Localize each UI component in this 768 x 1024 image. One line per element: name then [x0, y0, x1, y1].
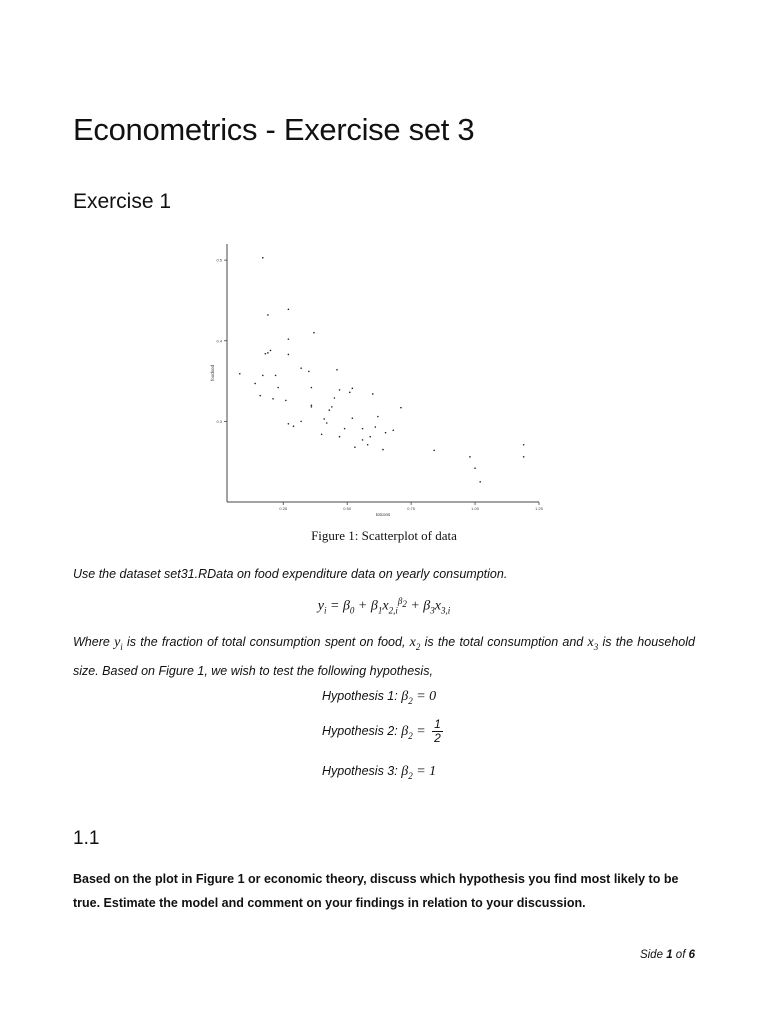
model-equation: $y_i = \beta_0 + \beta_1x_{2,i}^{\beta_2} + \beta_3x_{3,i}$: [317, 596, 451, 616]
scatter-point-25: [349, 392, 351, 394]
x-axis-label: totcons: [375, 512, 391, 517]
scatter-point-39: [344, 428, 346, 430]
scatter-point-20: [372, 393, 374, 395]
scatter-point-7: [288, 354, 290, 356]
scatter-point-12: [300, 367, 302, 369]
scatter-point-16: [277, 387, 279, 389]
scatter-point-9: [239, 373, 241, 375]
scatter-point-10: [262, 375, 264, 377]
scatter-point-51: [469, 456, 471, 458]
intro-paragraph: Use the dataset set31.RData on food expenditure data on yearly consumption.: [73, 567, 508, 581]
x-tick-label-4: 1.25: [535, 506, 543, 511]
scatter-point-44: [339, 436, 341, 438]
scatter-point-35: [326, 422, 328, 424]
scatter-point-1: [267, 314, 269, 316]
y-tick-label-1: 0.4: [216, 338, 222, 344]
scatter-point-30: [400, 407, 402, 409]
scatter-point-18: [339, 389, 341, 391]
scatter-point-15: [254, 383, 256, 385]
figure-caption: Figure 1: Scatterplot of data: [311, 528, 457, 543]
scatter-point-8: [265, 353, 267, 355]
page-footer: Side 1 of 6: [639, 949, 695, 961]
scatter-point-46: [362, 439, 364, 441]
scatter-point-13: [308, 371, 310, 373]
scatter-point-34: [300, 421, 302, 423]
section-heading: Exercise 1: [73, 190, 172, 213]
scatter-point-43: [321, 433, 323, 435]
scatter-point-32: [352, 417, 354, 419]
scatter-point-29: [311, 406, 313, 408]
scatter-point-41: [392, 429, 394, 431]
x-tick-label-2: 0.75: [407, 506, 416, 511]
x-tick-label-0: 0.25: [279, 506, 288, 511]
hypothesis-3: Hypothesis 3: $\beta_2 = 1$: [322, 764, 437, 781]
y-tick-label-0: 0.3: [216, 418, 222, 424]
scatter-point-50: [433, 450, 435, 452]
x-tick-label-1: 0.50: [343, 506, 352, 511]
scatter-point-31: [323, 418, 325, 420]
scatter-point-26: [311, 404, 313, 406]
scatter-point-5: [267, 352, 269, 354]
scatter-point-42: [385, 432, 387, 434]
document-title: Econometrics - Exercise set 3: [73, 112, 475, 147]
scatter-point-0: [262, 257, 264, 259]
scatter-point-52: [474, 467, 476, 469]
scatter-point-37: [293, 425, 295, 427]
x-tick-label-3: 1.00: [471, 506, 479, 511]
scatter-point-33: [377, 416, 379, 418]
hypothesis-2: Hypothesis 2: $\beta_2$ = $\frac{1}{2}$: [322, 717, 441, 745]
y-tick-label-2: 0.5: [216, 257, 222, 263]
scatterplot-chart: [200, 238, 550, 523]
scatter-point-28: [331, 406, 333, 408]
scatter-point-14: [336, 369, 338, 371]
scatter-point-55: [479, 481, 481, 483]
scatter-point-3: [313, 332, 315, 334]
scatter-point-11: [275, 375, 277, 377]
scatter-point-54: [523, 456, 525, 458]
scatter-point-48: [382, 449, 384, 451]
hypothesis-1: Hypothesis 1: $\beta_2 = 0$: [322, 689, 437, 706]
scatter-point-23: [285, 400, 287, 402]
fraction-one-half: $\frac{1}{2}$: [434, 717, 441, 745]
scatter-point-2: [288, 309, 290, 311]
scatter-point-6: [270, 350, 272, 352]
scatter-point-49: [367, 444, 369, 446]
scatter-point-38: [375, 426, 377, 428]
scatter-point-24: [334, 397, 336, 399]
scatter-point-19: [352, 388, 354, 390]
scatter-point-36: [288, 423, 290, 425]
subsection-heading: 1.1: [73, 828, 100, 849]
scatter-point-4: [288, 338, 290, 340]
scatter-point-17: [311, 387, 313, 389]
task-paragraph: Based on the plot in Figure 1 or economic theory, discuss which hypothesis you find most likely to be true. Estimate the model and comment on your findings in relation to your discussion.: [73, 872, 679, 910]
scatter-point-45: [369, 436, 371, 438]
scatter-point-40: [362, 428, 364, 430]
where-paragraph: Where $y_i$ is the fraction of total consumption spent on food, $x_2$ is the total consumption and $x_3$ is the household size. Based on Figure 1, we wish to test the following hypothesis,: [73, 635, 695, 678]
scatter-point-47: [354, 446, 356, 448]
scatter-point-27: [328, 409, 330, 411]
scatter-point-21: [259, 395, 261, 397]
y-axis-label: foodsod: [210, 364, 215, 382]
scatter-point-53: [523, 444, 525, 446]
scatterplot-figure: [200, 238, 550, 523]
scatter-point-22: [272, 398, 274, 400]
